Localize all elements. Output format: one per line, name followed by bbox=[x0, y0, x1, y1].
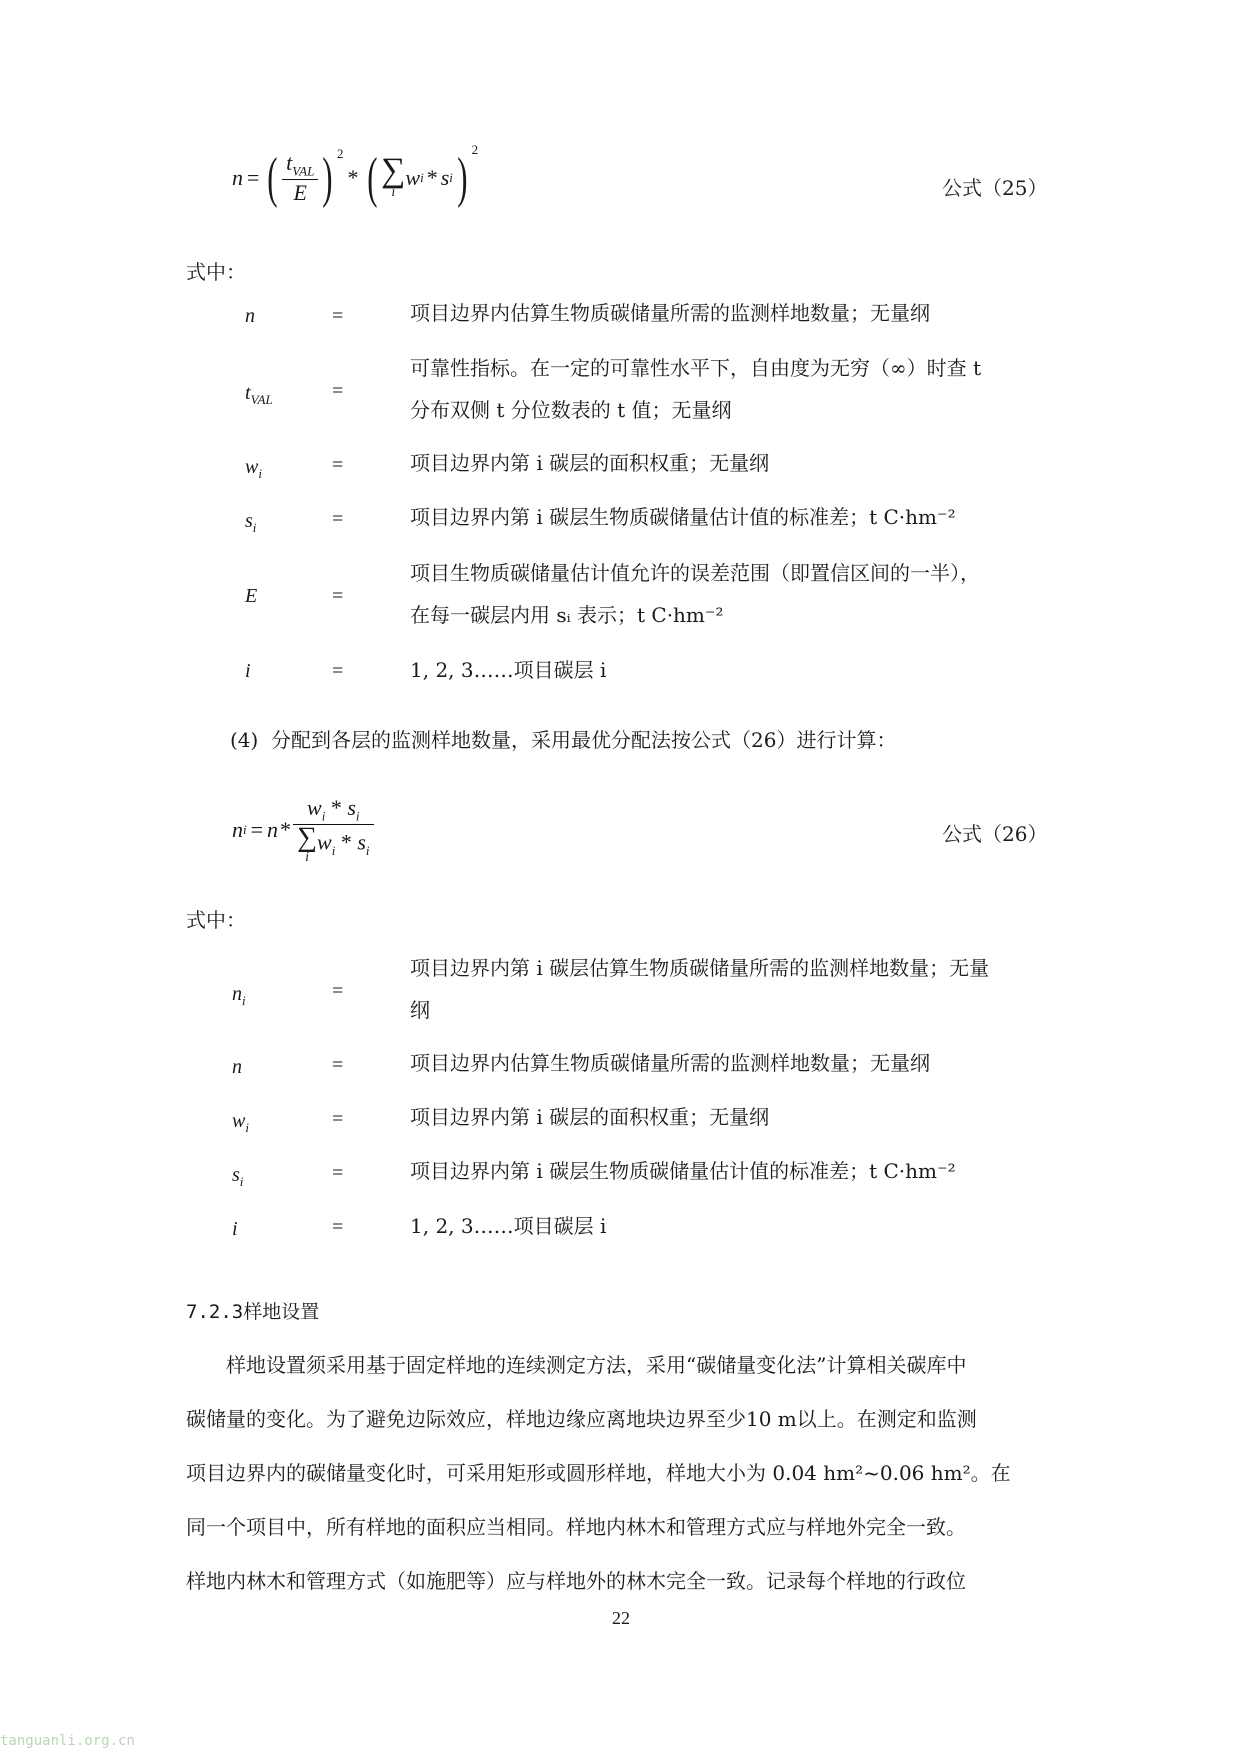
paragraph-line: 项目边界内的碳储量变化时，可采用矩形或圆形样地，样地大小为 0.04 hm²~0.06 hm²。在 bbox=[186, 1461, 1011, 1485]
step-4-text: (4) 分配到各层的监测样地数量，采用最优分配法按公式（26）进行计算： bbox=[230, 728, 897, 752]
equals: = bbox=[332, 454, 344, 476]
definition-text: 在每一碳层内用 sᵢ 表示；t C·hm⁻² bbox=[410, 603, 724, 627]
where-label-1: 式中： bbox=[186, 260, 246, 284]
page-number: 22 bbox=[612, 1608, 630, 1628]
definition-text: 项目生物质碳储量估计值允许的误差范围（即置信区间的一半）， bbox=[410, 561, 980, 585]
formula-25: n = ( $\frac{t_{VAL}}{E}$ ) 2 * ( ∑ i w i * s i ) 2 bbox=[232, 142, 479, 209]
definition-text: 1, 2, 3……项目碳层 i bbox=[410, 1214, 607, 1238]
sum-symbol: ∑ i bbox=[297, 822, 318, 865]
definition-text: 项目边界内估算生物质碳储量所需的监测样地数量；无量纲 bbox=[410, 1051, 930, 1075]
equals: = bbox=[332, 585, 344, 607]
definition-text: 纲 bbox=[410, 998, 430, 1022]
formula-25-fraction: $\frac{t_{VAL}}{E}$ bbox=[282, 150, 318, 206]
equals: = bbox=[332, 1054, 344, 1076]
symbol: $n_i$ bbox=[232, 983, 246, 1008]
definition-text: 项目边界内第 i 碳层生物质碳储量估计值的标准差；t C·hm⁻² bbox=[410, 1159, 956, 1183]
equals: = bbox=[332, 380, 344, 402]
symbol: $w_i$ bbox=[245, 456, 262, 481]
paragraph-line: 碳储量的变化。为了避免边际效应，样地边缘应离地块边界至少10 m以上。在测定和监测 bbox=[186, 1407, 977, 1431]
symbol: i bbox=[245, 660, 251, 682]
equals: = bbox=[332, 508, 344, 530]
symbol: E bbox=[245, 585, 258, 607]
definition-text: 项目边界内第 i 碳层的面积权重；无量纲 bbox=[410, 1105, 770, 1129]
symbol: $t_{VAL}$ bbox=[245, 382, 273, 407]
formula-26-fraction: $w_i * s_i$ ∑ i $w_i * s_i$ bbox=[293, 795, 373, 864]
symbol: $s_i$ bbox=[245, 510, 257, 535]
paragraph-line: 同一个项目中，所有样地的面积应当相同。样地内林木和管理方式应与样地外完全一致。 bbox=[186, 1515, 966, 1539]
formula-25-label: 公式（25） bbox=[942, 176, 1048, 200]
symbol: n bbox=[245, 305, 255, 327]
symbol: $w_i$ bbox=[232, 1110, 249, 1135]
definition-text: 项目边界内第 i 碳层估算生物质碳储量所需的监测样地数量；无量 bbox=[410, 956, 990, 980]
symbol: $s_i$ bbox=[232, 1164, 244, 1189]
symbol: i bbox=[232, 1218, 238, 1240]
equals: = bbox=[332, 980, 344, 1002]
sum-symbol: ∑ i bbox=[381, 151, 406, 201]
section-heading: 7.2.3样地设置 bbox=[186, 1301, 320, 1323]
formula-25-lhs: n bbox=[232, 165, 243, 190]
definition-text: 1, 2, 3……项目碳层 i bbox=[410, 658, 607, 682]
equals: = bbox=[332, 1108, 344, 1130]
equals: = bbox=[332, 1216, 344, 1238]
definition-text: 项目边界内第 i 碳层的面积权重；无量纲 bbox=[410, 451, 770, 475]
symbol: n bbox=[232, 1056, 242, 1078]
paragraph-line: 样地内林木和管理方式（如施肥等）应与样地外的林木完全一致。记录每个样地的行政位 bbox=[186, 1569, 966, 1593]
section-paragraph bbox=[186, 1338, 1086, 1608]
equals: = bbox=[332, 660, 344, 682]
formula-26: n i = n * $w_i * s_i$ ∑ i $w_i * s_i$ bbox=[232, 785, 374, 875]
equals: = bbox=[332, 305, 344, 327]
definition-text: 项目边界内第 i 碳层生物质碳储量估计值的标准差；t C·hm⁻² bbox=[410, 505, 956, 529]
watermark: tanguanli.org.cn bbox=[0, 1733, 135, 1749]
equals: = bbox=[332, 1162, 344, 1184]
definition-text: 可靠性指标。在一定的可靠性水平下，自由度为无穷（∞）时查 t bbox=[410, 356, 982, 380]
where-label-2: 式中： bbox=[186, 908, 246, 932]
formula-26-label: 公式（26） bbox=[942, 822, 1048, 846]
paragraph-line: 样地设置须采用基于固定样地的连续测定方法，采用“碳储量变化法”计算相关碳库中 bbox=[186, 1353, 967, 1377]
definition-text: 项目边界内估算生物质碳储量所需的监测样地数量；无量纲 bbox=[410, 301, 930, 325]
definition-text: 分布双侧 t 分位数表的 t 值；无量纲 bbox=[410, 398, 732, 422]
